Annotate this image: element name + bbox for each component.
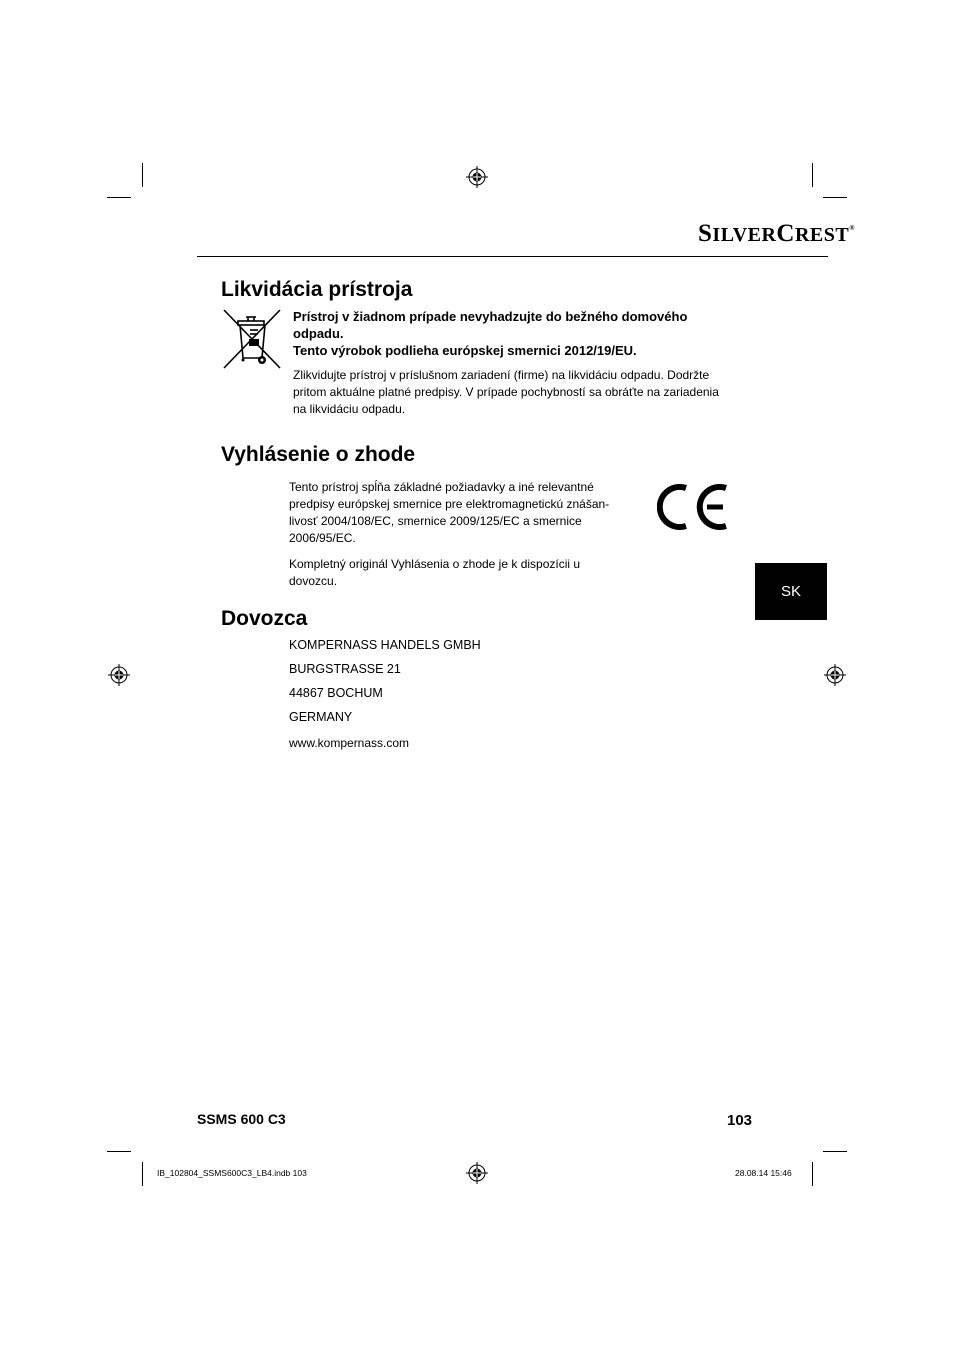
crop-mark xyxy=(812,163,813,187)
registration-mark-icon xyxy=(466,166,488,188)
registration-mark-icon xyxy=(466,1162,488,1184)
language-tab: SK xyxy=(755,563,827,620)
section-title-disposal: Likvidácia prístroja xyxy=(221,278,413,301)
crossed-out-wheelie-bin-icon xyxy=(222,308,284,370)
importer-website-link[interactable]: www.kompernass.com xyxy=(289,736,410,750)
section-title-conformity: Vyhlásenie o zhode xyxy=(221,443,416,466)
footer-model: SSMS 600 C3 xyxy=(197,1111,286,1127)
importer-city: 44867 BOCHUM xyxy=(289,686,383,700)
brand-logo xyxy=(698,220,855,254)
registered-mark: ® xyxy=(849,224,855,232)
crop-mark xyxy=(812,1162,813,1186)
crop-mark xyxy=(823,1151,847,1152)
file-slug: IB_102804_SSMS600C3_LB4.indb 103 xyxy=(157,1168,307,1178)
importer-country: GERMANY xyxy=(289,710,353,724)
brand-letter: S xyxy=(698,220,713,247)
crop-mark xyxy=(107,197,131,198)
disposal-body: Zlikvidujte prístroj v príslušnom zariadení (firme) na likvidáciu odpadu. Dodržte pritom aktuálne platné predpisy. V prípade pochybností sa obráťte na zariadenia na likvidáciu odpadu. xyxy=(293,368,719,416)
conformity-availability: Kompletný originál Vyhlásenia o zhode je k dispozícii u dovozcu. xyxy=(289,557,581,588)
section-title-importer: Dovozca xyxy=(221,607,308,630)
crop-mark xyxy=(142,1162,143,1186)
disposal-warning: Prístroj v žiadnom prípade nevyhadzujte do bežného domového odpadu. xyxy=(293,309,688,341)
crop-mark xyxy=(823,197,847,198)
date-slug: 28.08.14 15:46 xyxy=(735,1168,792,1178)
ce-mark-icon xyxy=(657,482,731,532)
importer-company: KOMPERNASS HANDELS GMBH xyxy=(289,638,481,652)
registration-mark-icon xyxy=(108,664,130,686)
conformity-text: Tento prístroj spĺňa základné požiadavky a iné relevantné predpisy európskej smernice pre elektromagnetickú znášan-livosť 2004/108/EC, smernice 2009/125/EC a smernice 2006/95/EC. xyxy=(289,480,610,545)
brand-text: ILVER xyxy=(712,224,777,246)
disposal-directive: Tento výrobok podlieha európskej smernici 2012/19/EU. xyxy=(293,343,637,358)
brand-text: REST xyxy=(794,224,850,246)
brand-letter: C xyxy=(776,220,795,247)
header-rule xyxy=(197,256,828,257)
registration-mark-icon xyxy=(824,664,846,686)
crop-mark xyxy=(107,1151,131,1152)
page-number: 103 xyxy=(727,1112,753,1129)
importer-street: BURGSTRASSE 21 xyxy=(289,662,401,676)
crop-mark xyxy=(142,163,143,187)
